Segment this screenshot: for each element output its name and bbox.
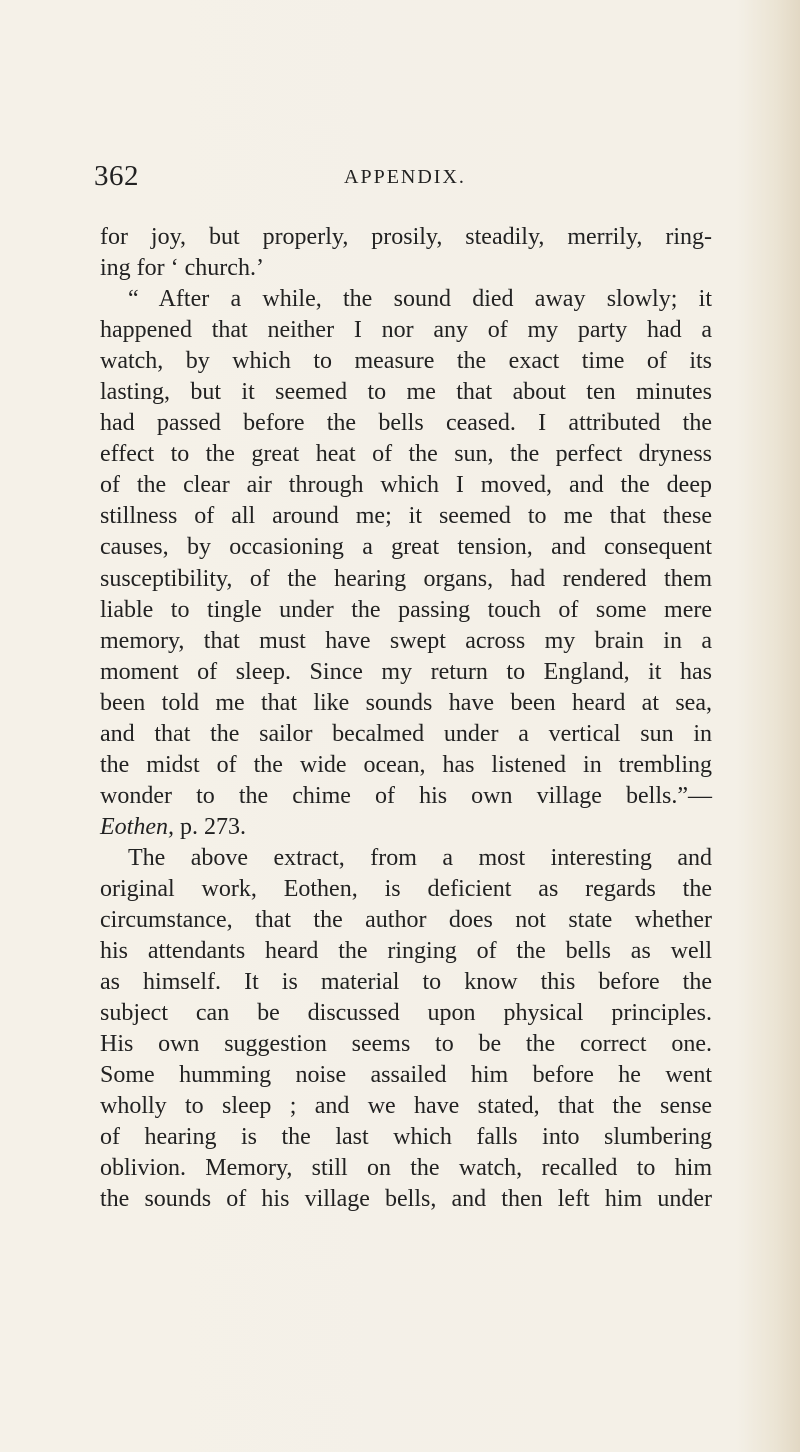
text-line: circumstance, that the author does not state whether — [100, 907, 712, 934]
text-line: been told me that like sounds have been heard at sea, — [100, 689, 712, 716]
text-line: had passed before the bells ceased. I attributed the — [100, 410, 712, 437]
text-line: “ After a while, the sound died away slowly; it — [128, 286, 712, 313]
text-line: for joy, but properly, prosily, steadily, merrily, ring- — [100, 224, 712, 250]
text-line: stillness of all around me; it seemed to me that these — [100, 503, 712, 530]
text-line: of the clear air through which I moved, and the deep — [100, 472, 712, 499]
text-line: Some humming noise assailed him before he went — [100, 1062, 712, 1089]
cited-page: p. 273. — [173, 813, 246, 840]
text-line: original work, Eothen, is deficient as regards the — [100, 875, 712, 902]
cited-work-title: Eothen, — [100, 813, 174, 840]
text-line: the midst of the wide ocean, has listened in trembling — [100, 751, 712, 778]
text-line: and that the sailor becalmed under a vertical sun in — [100, 720, 712, 747]
text-line: wonder to the chime of his own village bells.”— — [100, 782, 712, 809]
text-line: His own suggestion seems to be the correct one. — [100, 1031, 712, 1058]
text-line: lasting, but it seemed to me that about ten minutes — [100, 379, 712, 406]
running-head — [94, 160, 706, 200]
text-line: wholly to sleep ; and we have stated, that the sense — [100, 1093, 712, 1120]
text-line: his attendants heard the ringing of the bells as well — [100, 938, 712, 965]
text-line: as himself. It is material to know this before the — [100, 969, 712, 996]
text-line: oblivion. Memory, still on the watch, recalled to him — [100, 1155, 712, 1182]
text-line: moment of sleep. Since my return to England, it has — [100, 658, 712, 685]
text-line: effect to the great heat of the sun, the perfect dryness — [100, 441, 712, 468]
text-line: liable to tingle under the passing touch of some mere — [100, 596, 712, 623]
text-line: the sounds of his village bells, and then left him under — [100, 1186, 712, 1213]
page-number: 362 — [94, 160, 139, 192]
text-line: memory, that must have swept across my brain in a — [100, 627, 712, 654]
text-line: subject can be discussed upon physical principles. — [100, 1000, 712, 1027]
text-line: causes, by occasioning a great tension, and consequent — [100, 534, 712, 561]
running-title: APPENDIX. — [344, 166, 466, 188]
body-text — [100, 222, 712, 1216]
citation-line — [100, 812, 712, 843]
text-line: ing for ‘ church.’ — [100, 255, 264, 282]
text-line: The above extract, from a most interesting and — [128, 844, 712, 871]
text-line: susceptibility, of the hearing organs, had rendered them — [100, 565, 712, 592]
text-line: watch, by which to measure the exact time of its — [100, 348, 712, 375]
text-line: of hearing is the last which falls into slumbering — [100, 1124, 712, 1151]
text-line: happened that neither I nor any of my party had a — [100, 317, 712, 344]
